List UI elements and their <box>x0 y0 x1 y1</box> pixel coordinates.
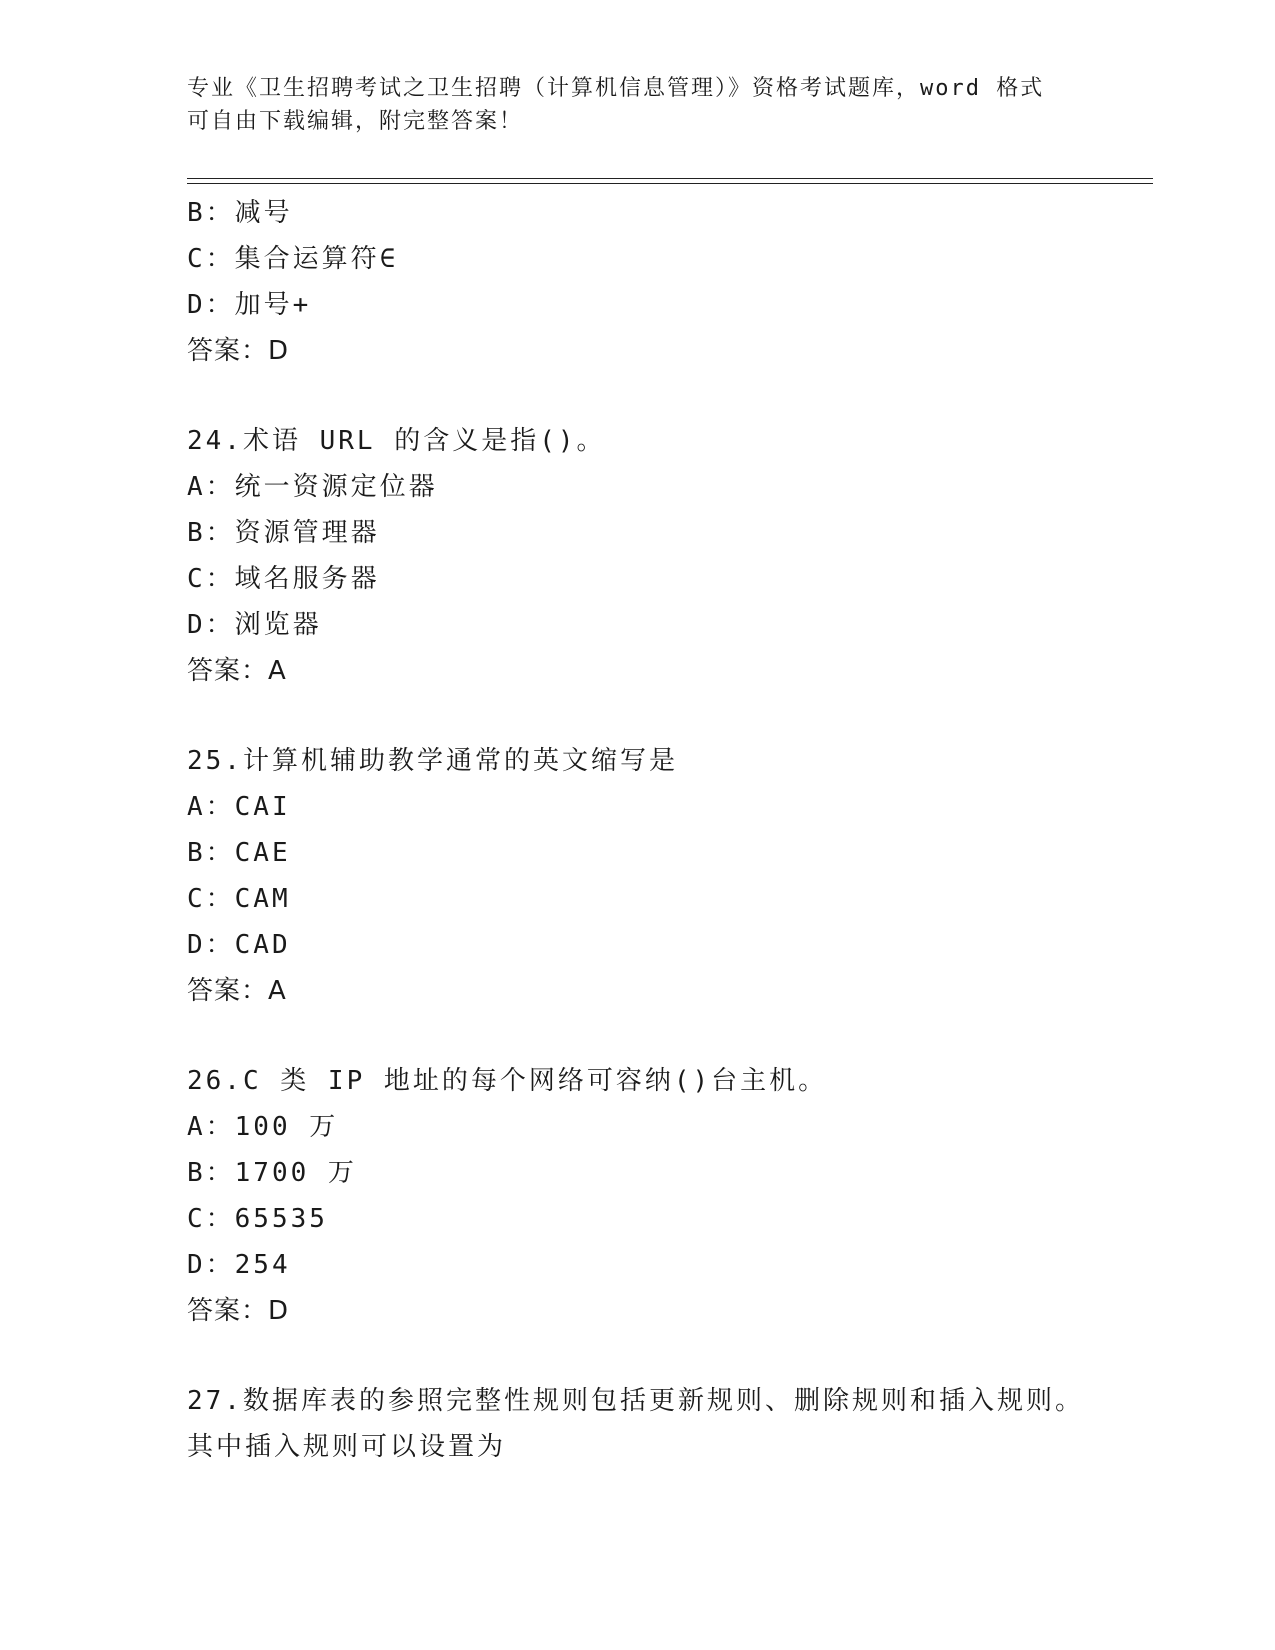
question-stem: 27.数据库表的参照完整性规则包括更新规则、删除规则和插入规则。 <box>187 1386 1084 1416</box>
question-24 <box>187 418 1153 694</box>
option-c: C：65535 <box>187 1204 328 1234</box>
option-c: C：集合运算符∈ <box>187 244 399 274</box>
header-line-2: 可自由下载编辑，附完整答案！ <box>187 109 524 134</box>
question-stem: 26.C 类 IP 地址的每个网络可容纳()台主机。 <box>187 1066 828 1096</box>
header-divider-top <box>187 178 1153 179</box>
answer-line: 答案：A <box>187 976 287 1006</box>
header-divider-bottom <box>187 183 1153 184</box>
answer-line: 答案：D <box>187 336 290 366</box>
question-list <box>187 190 1153 1470</box>
option-b: B：1700 万 <box>187 1158 357 1188</box>
option-d: D：浏览器 <box>187 610 322 640</box>
question-26 <box>187 1058 1153 1334</box>
question-stem-continued: 其中插入规则可以设置为 <box>187 1432 507 1462</box>
document-header <box>187 72 1067 138</box>
option-d: D：254 <box>187 1250 291 1280</box>
option-c: C：CAM <box>187 884 291 914</box>
question-27 <box>187 1378 1153 1470</box>
option-d: D：CAD <box>187 930 291 960</box>
option-b: B：减号 <box>187 198 293 228</box>
question-stem: 25.计算机辅助教学通常的英文缩写是 <box>187 746 678 776</box>
option-d: D：加号+ <box>187 290 312 320</box>
question-25 <box>187 738 1153 1014</box>
option-a: A：100 万 <box>187 1112 339 1142</box>
option-b: B：资源管理器 <box>187 518 380 548</box>
answer-line: 答案：A <box>187 656 287 686</box>
option-b: B：CAE <box>187 838 291 868</box>
answer-line: 答案：D <box>187 1296 290 1326</box>
question-stem: 24.术语 URL 的含义是指()。 <box>187 426 606 456</box>
partial-question <box>187 190 1153 374</box>
header-line-1: 专业《卫生招聘考试之卫生招聘（计算机信息管理）》资格考试题库，word 格式 <box>187 76 1045 101</box>
option-a: A：CAI <box>187 792 291 822</box>
option-c: C：域名服务器 <box>187 564 380 594</box>
option-a: A：统一资源定位器 <box>187 472 438 502</box>
